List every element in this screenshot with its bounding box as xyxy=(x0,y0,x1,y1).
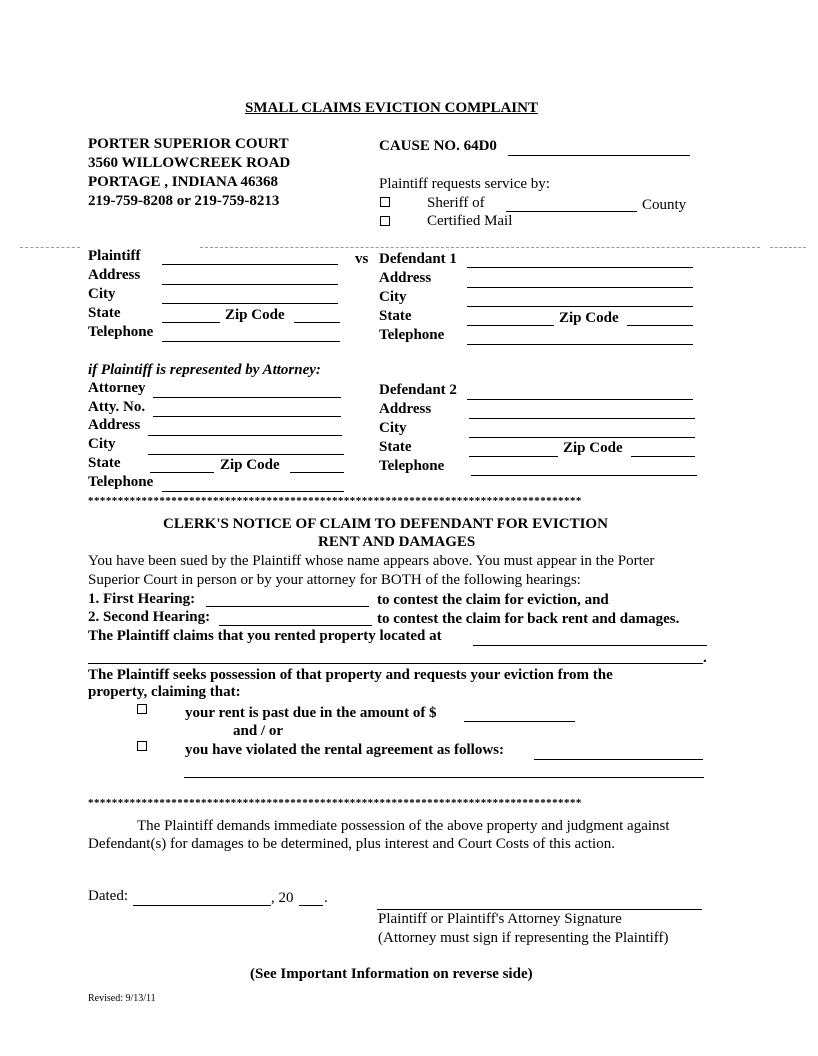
fold-line-left xyxy=(20,247,80,248)
property-address-field[interactable] xyxy=(473,645,707,646)
defendant2-state-field[interactable] xyxy=(469,456,558,457)
fold-line-middle xyxy=(200,247,760,248)
defendant2-city-field[interactable] xyxy=(469,437,695,438)
plaintiff-telephone-field[interactable] xyxy=(162,341,340,342)
revision-date: Revised: 9/13/11 xyxy=(88,993,156,1004)
violation-label: you have violated the rental agreement as follows: xyxy=(185,742,504,758)
attorney-heading: if Plaintiff is represented by Attorney: xyxy=(88,362,321,378)
notice-body-line1: You have been sued by the Plaintiff whose name appears above. You must appear in the Porter xyxy=(88,553,655,569)
certified-mail-checkbox[interactable] xyxy=(380,216,390,226)
signature-field[interactable] xyxy=(377,909,702,910)
violation-checkbox[interactable] xyxy=(137,741,147,751)
attorney-label: Attorney xyxy=(88,380,146,396)
plaintiff-city-field[interactable] xyxy=(162,303,338,304)
rent-amount-field[interactable] xyxy=(464,721,575,722)
defendant1-city-field[interactable] xyxy=(467,306,693,307)
defendant1-state-label: State xyxy=(379,308,412,324)
demand-line1: The Plaintiff demands immediate possession of the above property and judgment against xyxy=(137,818,670,834)
possession-line1: The Plaintiff seeks possession of that property and requests your eviction from the xyxy=(88,667,613,683)
reverse-side-note: (See Important Information on reverse side) xyxy=(250,966,533,982)
demand-line2: Defendant(s) for damages to be determined, plus interest and Court Costs of this action. xyxy=(88,836,615,852)
attorney-address-label: Address xyxy=(88,417,141,433)
dated-label: Dated: xyxy=(88,888,128,904)
date-field[interactable] xyxy=(133,905,271,906)
defendant2-telephone-field[interactable] xyxy=(471,475,697,476)
defendant2-name-field[interactable] xyxy=(467,399,693,400)
plaintiff-state-field[interactable] xyxy=(162,322,220,323)
cause-number-field[interactable] xyxy=(508,155,690,156)
property-period: . xyxy=(703,650,707,666)
plaintiff-city-label: City xyxy=(88,286,116,302)
atty-no-label: Atty. No. xyxy=(88,399,146,415)
attorney-address-field[interactable] xyxy=(148,435,342,436)
defendant2-state-label: State xyxy=(379,439,412,455)
dated-year-prefix: , 20 xyxy=(271,890,294,906)
defendant1-label: Defendant 1 xyxy=(379,251,457,267)
violation-details-field-2[interactable] xyxy=(184,777,704,778)
defendant2-zip-label: Zip Code xyxy=(563,440,623,456)
defendant1-zip-label: Zip Code xyxy=(559,310,619,326)
defendant2-address-field[interactable] xyxy=(469,418,695,419)
plaintiff-state-label: State xyxy=(88,305,121,321)
sheriff-label: Sheriff of xyxy=(427,195,485,211)
plaintiff-address-label: Address xyxy=(88,267,141,283)
rent-due-label: your rent is past due in the amount of $ xyxy=(185,705,437,721)
court-city: PORTAGE , INDIANA 46368 xyxy=(88,174,279,190)
sheriff-checkbox[interactable] xyxy=(380,197,390,207)
first-hearing-label: 1. First Hearing: xyxy=(88,591,196,607)
defendant2-label: Defendant 2 xyxy=(379,382,457,398)
notice-title-line2: RENT AND DAMAGES xyxy=(318,534,476,550)
first-hearing-purpose: to contest the claim for eviction, and xyxy=(377,592,609,608)
defendant1-name-field[interactable] xyxy=(467,267,693,268)
defendant1-telephone-field[interactable] xyxy=(467,344,693,345)
dated-period: . xyxy=(324,890,328,906)
form-title: SMALL CLAIMS EVICTION COMPLAINT xyxy=(245,100,538,116)
signature-caption-line2: (Attorney must sign if representing the Plaintiff) xyxy=(378,930,669,946)
notice-body-line2: Superior Court in person or by your attorney for BOTH of the following hearings: xyxy=(88,572,581,588)
plaintiff-label: Plaintiff xyxy=(88,248,141,264)
attorney-state-field[interactable] xyxy=(150,472,214,473)
attorney-telephone-field[interactable] xyxy=(162,491,344,492)
plaintiff-telephone-label: Telephone xyxy=(88,324,154,340)
county-label: County xyxy=(642,197,687,213)
possession-line2: property, claiming that: xyxy=(88,684,241,700)
attorney-state-label: State xyxy=(88,455,121,471)
sheriff-county-field[interactable] xyxy=(506,211,637,212)
attorney-city-field[interactable] xyxy=(148,454,344,455)
attorney-city-label: City xyxy=(88,436,116,452)
attorney-telephone-label: Telephone xyxy=(88,474,154,490)
defendant1-state-field[interactable] xyxy=(467,325,554,326)
defendant2-address-label: Address xyxy=(379,401,432,417)
and-or-label: and / or xyxy=(233,723,284,739)
attorney-name-field[interactable] xyxy=(153,397,341,398)
defendant1-address-field[interactable] xyxy=(467,287,693,288)
property-located-label: The Plaintiff claims that you rented property located at xyxy=(88,628,442,644)
court-name: PORTER SUPERIOR COURT xyxy=(88,136,289,152)
defendant2-city-label: City xyxy=(379,420,407,436)
service-heading: Plaintiff requests service by: xyxy=(379,176,550,192)
plaintiff-name-field[interactable] xyxy=(162,264,338,265)
property-address-field-2[interactable] xyxy=(88,663,703,664)
first-hearing-field[interactable] xyxy=(206,606,369,607)
violation-details-field[interactable] xyxy=(534,759,703,760)
year-field[interactable] xyxy=(299,905,323,906)
defendant2-zip-field[interactable] xyxy=(631,456,695,457)
fold-line-right xyxy=(770,247,806,248)
defendant2-telephone-label: Telephone xyxy=(379,458,445,474)
atty-no-field[interactable] xyxy=(153,416,341,417)
defendant1-telephone-label: Telephone xyxy=(379,327,445,343)
attorney-zip-field[interactable] xyxy=(290,472,344,473)
cause-label: CAUSE NO. 64D0 xyxy=(379,138,497,154)
signature-caption-line1: Plaintiff or Plaintiff's Attorney Signature xyxy=(378,911,622,927)
notice-title-line1: CLERK'S NOTICE OF CLAIM TO DEFENDANT FOR EVICTION xyxy=(163,516,608,532)
vs-label: vs xyxy=(355,251,369,267)
plaintiff-zip-field[interactable] xyxy=(294,322,340,323)
defendant1-city-label: City xyxy=(379,289,407,305)
defendant1-address-label: Address xyxy=(379,270,432,286)
rent-due-checkbox[interactable] xyxy=(137,704,147,714)
certified-mail-label: Certified Mail xyxy=(427,213,513,229)
defendant1-zip-field[interactable] xyxy=(627,325,693,326)
star-separator-2: *********************************************************************************** xyxy=(88,797,582,809)
second-hearing-field[interactable] xyxy=(219,625,372,626)
second-hearing-purpose: to contest the claim for back rent and damages. xyxy=(377,611,680,627)
plaintiff-zip-label: Zip Code xyxy=(225,307,285,323)
plaintiff-address-field[interactable] xyxy=(162,284,338,285)
second-hearing-label: 2. Second Hearing: xyxy=(88,609,211,625)
star-separator: *********************************************************************************** xyxy=(88,495,582,507)
attorney-zip-label: Zip Code xyxy=(220,457,280,473)
court-phone: 219-759-8208 or 219-759-8213 xyxy=(88,193,280,209)
court-street: 3560 WILLOWCREEK ROAD xyxy=(88,155,291,171)
